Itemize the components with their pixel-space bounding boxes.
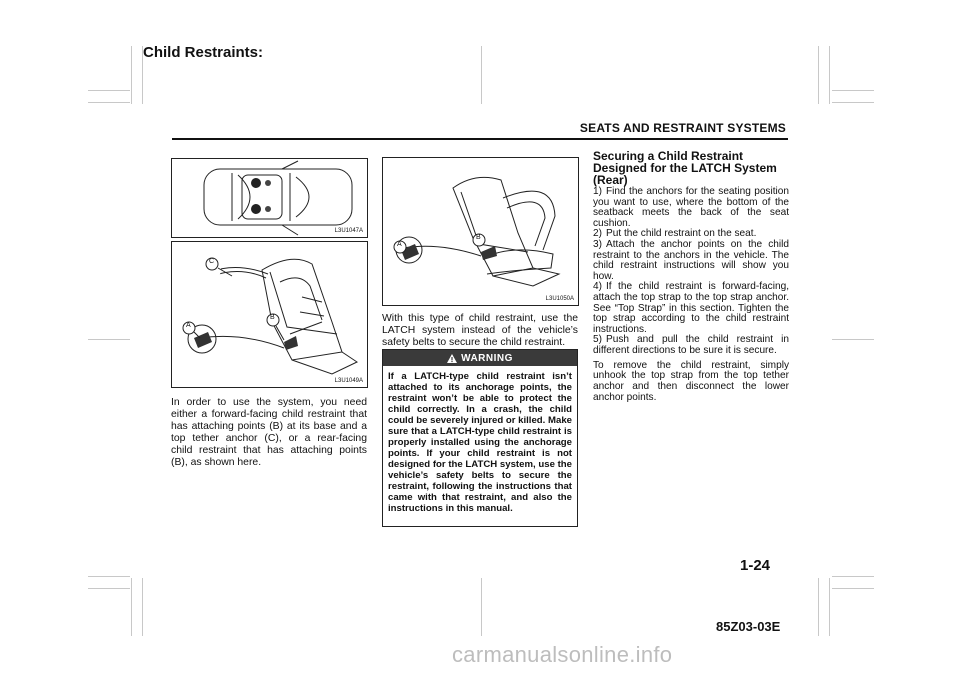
step-number: 5) bbox=[593, 334, 602, 346]
warning-text: If a LATCH-type child restraint isn’t attached to its anchorage points, the restraint won’t be able to protect the child correctly. In a crash, the child could be severely injured or killed. Make sure that a LATCH-type child restraint is properly installed using the anchorage points. If your child restraint is not designed for the LATCH system, use the vehicle’s safety belts to secure the restraint, following the instructions that came with that restraint, and also the instructions in this manual. bbox=[388, 371, 572, 514]
header-rule bbox=[172, 138, 788, 140]
figure-code: L3U1049A bbox=[334, 378, 363, 384]
warning-icon bbox=[447, 354, 457, 363]
col3-paragraph: To remove the child restraint, simply unhook the top strap from the top tether anchor and then disconnect the lower anchor points. bbox=[593, 359, 789, 403]
section-title-right: SEATS AND RESTRAINT SYSTEMS bbox=[579, 121, 786, 135]
step-item bbox=[593, 187, 789, 229]
crop-mark bbox=[88, 576, 130, 577]
section-title-left: Child Restraints: bbox=[143, 44, 264, 61]
warning-header bbox=[383, 350, 577, 366]
figure-code: L3U1047A bbox=[334, 228, 363, 234]
step-text: If the child restraint is forward-facing, attach the top strap to the top strap anchor. See “Top Strap” in this section. Tighten the top strap according to the child restraint instructions. bbox=[593, 281, 789, 335]
crop-mark bbox=[481, 578, 482, 636]
step-text: Attach the anchor points on the child restraint to the anchors in the vehicle. The child restraint instructions will show you how. bbox=[593, 238, 789, 282]
step-number: 2) bbox=[593, 228, 602, 240]
crop-mark bbox=[818, 578, 819, 636]
steps-list bbox=[593, 187, 789, 357]
crop-mark bbox=[829, 46, 830, 104]
step-number: 3) bbox=[593, 238, 602, 250]
step-number: 1) bbox=[593, 186, 602, 197]
crop-mark bbox=[832, 588, 874, 589]
crop-mark bbox=[832, 576, 874, 577]
crop-mark bbox=[131, 578, 132, 636]
callout-b: B bbox=[270, 314, 275, 321]
crop-mark bbox=[818, 46, 819, 104]
callout-b: B bbox=[476, 234, 481, 241]
step-text: Put the child restraint on the seat. bbox=[606, 228, 757, 240]
warning-box bbox=[382, 349, 578, 527]
crop-mark bbox=[88, 90, 130, 91]
crop-mark bbox=[832, 90, 874, 91]
section-heading: Securing a Child Restraint Designed for the LATCH System (Rear) bbox=[593, 149, 777, 187]
page-number: 1-24 bbox=[740, 557, 771, 574]
crop-mark bbox=[88, 102, 130, 103]
step-item bbox=[593, 240, 789, 282]
crop-mark bbox=[832, 339, 874, 340]
crop-mark bbox=[832, 102, 874, 103]
step-number: 4) bbox=[593, 281, 602, 293]
crop-mark bbox=[481, 46, 482, 104]
figure-rear-facing-seat bbox=[382, 157, 579, 306]
figure-car-top-view bbox=[171, 158, 368, 238]
crop-mark bbox=[131, 46, 132, 104]
figure-forward-facing-seat bbox=[171, 241, 368, 388]
callout-c: C bbox=[209, 258, 215, 265]
callout-a: A bbox=[186, 322, 191, 329]
crop-mark bbox=[88, 588, 130, 589]
car-top-view-illustration bbox=[172, 159, 367, 237]
crop-mark bbox=[142, 578, 143, 636]
col2-paragraph: With this type of child restraint, use the LATCH system instead of the vehicle’s safety belts to secure the child restraint. bbox=[382, 313, 578, 348]
step-text: Push and pull the child restraint in different directions to be sure it is secure. bbox=[593, 334, 789, 356]
step-item bbox=[593, 282, 789, 335]
warning-title: WARNING bbox=[461, 352, 513, 364]
col1-paragraph: In order to use the system, you need either a forward-facing child restraint that has attaching points (B) at its base and a top tether anchor (C), or a rear-facing child restraint that has attaching points (B), as shown here. bbox=[171, 397, 367, 468]
step-item bbox=[593, 335, 789, 356]
figure-code: L3U1050A bbox=[545, 296, 574, 302]
crop-mark bbox=[88, 339, 130, 340]
watermark: carmanualsonline.info bbox=[452, 642, 673, 667]
crop-mark bbox=[829, 578, 830, 636]
doc-code: 85Z03-03E bbox=[716, 619, 781, 634]
callout-a: A bbox=[397, 241, 402, 248]
col3 bbox=[593, 150, 789, 404]
step-text: Find the anchors for the seating position you want to use, where the bottom of the seatback meets the back of the seat cushion. bbox=[593, 186, 789, 229]
rear-seat-illustration bbox=[383, 158, 578, 305]
